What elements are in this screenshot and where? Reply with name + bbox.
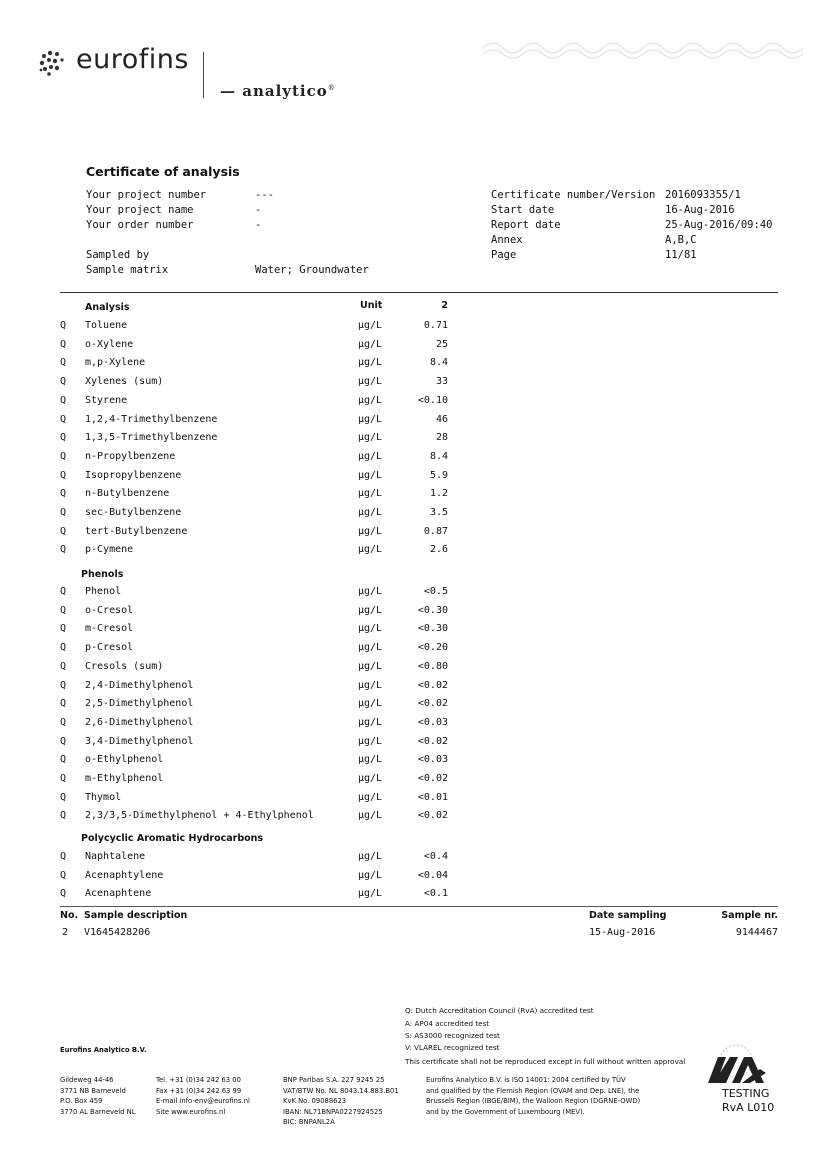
- row-q-flag: Q: [60, 320, 67, 331]
- row-unit: µg/L: [358, 642, 383, 654]
- sample-row-nr: 9144467: [735, 927, 778, 938]
- row-unit: µg/L: [358, 432, 383, 444]
- row-unit: µg/L: [358, 888, 383, 900]
- row-q-flag: Q: [60, 735, 67, 747]
- row-unit: µg/L: [358, 773, 383, 784]
- row-analysis-name: p-Cymene: [85, 544, 134, 556]
- address-line: 3770 AL Barneveld NL: [60, 1107, 136, 1116]
- address-line: P.O. Box 459: [60, 1097, 103, 1105]
- row-value: <0.01: [417, 791, 448, 803]
- row-q-flag: Q: [60, 698, 67, 710]
- eurofins-logo-icon: [38, 48, 72, 78]
- row-analysis-name: m-Ethylphenol: [85, 773, 164, 784]
- order-number-value: -: [255, 219, 262, 231]
- row-q-flag: Q: [60, 469, 67, 481]
- sample-row-description: V1645428206: [84, 927, 151, 938]
- report-date-value: 25-Aug-2016/09:40: [665, 219, 773, 231]
- row-unit: µg/L: [358, 394, 383, 406]
- column-header-sample: 2: [441, 300, 448, 311]
- row-value: <0.02: [417, 679, 448, 691]
- row-analysis-name: Naphtalene: [85, 851, 146, 862]
- row-q-flag: Q: [60, 338, 67, 350]
- project-name-label: Your project name: [86, 204, 194, 216]
- sub-brand: [220, 82, 336, 100]
- row-analysis-name: Acenaphtene: [85, 888, 152, 900]
- row-value: 1.2: [429, 488, 448, 500]
- row-unit: µg/L: [358, 754, 383, 766]
- row-unit: µg/L: [358, 320, 383, 331]
- row-analysis-name: Thymol: [85, 791, 122, 803]
- certificate-number-value: 2016093355/1: [665, 189, 741, 201]
- row-value: <0.02: [417, 698, 448, 710]
- row-q-flag: Q: [60, 432, 67, 444]
- row-unit: µg/L: [358, 604, 383, 616]
- table-top-rule: [60, 292, 778, 293]
- accreditation-line: and qualified by the Flemish Region (OVAM and Dep. LNE), the: [426, 1086, 640, 1095]
- row-value: <0.80: [417, 660, 448, 672]
- accreditation-line: Brussels Region (IBGE/BIM), the Walloon Region (DGRNE-OWD): [426, 1097, 641, 1105]
- row-analysis-name: o-Ethylphenol: [85, 754, 164, 766]
- row-analysis-name: n-Propylbenzene: [85, 450, 176, 462]
- row-unit: µg/L: [358, 525, 383, 537]
- row-unit: µg/L: [358, 869, 383, 881]
- row-analysis-name: Phenol: [85, 586, 122, 597]
- row-q-flag: Q: [60, 623, 67, 635]
- row-analysis-name: Acenaphtylene: [85, 869, 164, 881]
- contact-phone: Tel. +31 (0)34 242 63 00: [156, 1076, 241, 1084]
- row-value: <0.30: [417, 604, 448, 616]
- project-number-value: ---: [255, 189, 274, 201]
- sample-header-description: Sample description: [84, 910, 188, 921]
- order-number-label: Your order number: [86, 219, 194, 231]
- row-analysis-name: Styrene: [85, 394, 128, 406]
- project-name-value: -: [255, 204, 262, 216]
- row-q-flag: Q: [60, 716, 67, 728]
- row-q-flag: Q: [60, 810, 67, 822]
- contact-site: Site www.eurofins.nl: [156, 1107, 226, 1116]
- row-unit: µg/L: [358, 698, 383, 710]
- row-q-flag: Q: [60, 888, 67, 900]
- footer-company-name: Eurofins Analytico B.V.: [60, 1046, 147, 1054]
- group-heading-pah: Polycyclic Aromatic Hydrocarbons: [81, 833, 264, 844]
- legend-q: Q: Dutch Accreditation Council (RvA) accredited test: [405, 1006, 594, 1015]
- row-unit: µg/L: [358, 791, 383, 803]
- row-q-flag: Q: [60, 604, 67, 616]
- row-value: <0.03: [417, 716, 448, 728]
- row-analysis-name: o-Xylene: [85, 338, 134, 350]
- row-value: <0.1: [423, 888, 448, 900]
- row-analysis-name: p-Cresol: [85, 642, 134, 654]
- row-unit: µg/L: [358, 810, 383, 822]
- rva-accreditation-logo-icon: [700, 1043, 772, 1089]
- row-q-flag: Q: [60, 357, 67, 369]
- start-date-label: Start date: [491, 204, 555, 216]
- certificate-number-label: Certificate number/Version: [491, 189, 656, 201]
- row-unit: µg/L: [358, 586, 383, 597]
- accreditation-line: Eurofins Analytico B.V. is ISO 14001: 2004 certified by TÜV: [426, 1076, 626, 1084]
- page-label: Page: [491, 249, 517, 261]
- sub-brand-text: — analytico: [220, 82, 328, 100]
- row-analysis-name: 2,4-Dimethylphenol: [85, 679, 194, 691]
- footer-bank: [283, 1075, 399, 1128]
- row-analysis-name: Cresols (sum): [85, 660, 164, 672]
- row-q-flag: Q: [60, 869, 67, 881]
- rva-testing-label: TESTING: [722, 1087, 770, 1100]
- footer-address: [60, 1075, 136, 1117]
- row-value: 8.4: [429, 357, 448, 369]
- registered-mark: ®: [327, 84, 336, 92]
- annex-label: Annex: [491, 234, 523, 246]
- row-unit: µg/L: [358, 469, 383, 481]
- row-value: <0.02: [417, 773, 448, 784]
- logo-divider: [203, 52, 204, 98]
- row-analysis-name: 2,5-Dimethylphenol: [85, 698, 194, 710]
- row-analysis-name: 3,4-Dimethylphenol: [85, 735, 194, 747]
- row-unit: µg/L: [358, 851, 383, 862]
- certificate-title: Certificate of analysis: [86, 164, 240, 179]
- column-header-unit: Unit: [360, 300, 383, 311]
- row-value: 28: [435, 432, 448, 444]
- bank-line: BIC: BNPANL2A: [283, 1118, 335, 1126]
- sample-header-nr: Sample nr.: [721, 910, 778, 921]
- contact-fax: Fax +31 (0)34 242 63 99: [156, 1086, 242, 1095]
- row-value: 2.6: [429, 544, 448, 556]
- row-analysis-name: n-Butylbenzene: [85, 488, 170, 500]
- row-q-flag: Q: [60, 851, 67, 862]
- column-header-analysis: Analysis: [85, 302, 130, 313]
- row-q-flag: Q: [60, 660, 67, 672]
- row-analysis-name: Isopropylbenzene: [85, 469, 182, 481]
- row-unit: µg/L: [358, 623, 383, 635]
- row-value: <0.30: [417, 623, 448, 635]
- footer-accreditation: [426, 1075, 640, 1117]
- row-value: <0.02: [417, 735, 448, 747]
- reproduction-notice: This certificate shall not be reproduced except in full without written approval: [405, 1057, 686, 1066]
- row-unit: µg/L: [358, 488, 383, 500]
- brand-name: eurofins: [76, 44, 189, 75]
- row-unit: µg/L: [358, 544, 383, 556]
- row-value: 0.71: [423, 320, 448, 331]
- group-heading-phenols: Phenols: [81, 569, 124, 580]
- sample-row-date: 15-Aug-2016: [589, 927, 656, 938]
- row-analysis-name: m-Cresol: [85, 623, 134, 635]
- row-value: 25: [435, 338, 448, 350]
- row-analysis-name: 1,3,5-Trimethylbenzene: [85, 432, 218, 444]
- start-date-value: 16-Aug-2016: [665, 204, 735, 216]
- row-value: <0.4: [423, 851, 448, 862]
- row-q-flag: Q: [60, 450, 67, 462]
- row-value: 8.4: [429, 450, 448, 462]
- row-analysis-name: 2,6-Dimethylphenol: [85, 716, 194, 728]
- row-unit: µg/L: [358, 338, 383, 350]
- row-analysis-name: o-Cresol: [85, 604, 134, 616]
- row-unit: µg/L: [358, 507, 383, 518]
- faint-header-stamp: [478, 34, 808, 62]
- row-q-flag: Q: [60, 376, 67, 388]
- row-q-flag: Q: [60, 754, 67, 766]
- row-analysis-name: m,p-Xylene: [85, 357, 146, 369]
- row-analysis-name: Toluene: [85, 320, 128, 331]
- address-line: Gildeweg 44-46: [60, 1076, 114, 1084]
- row-q-flag: Q: [60, 679, 67, 691]
- row-q-flag: Q: [60, 642, 67, 654]
- row-unit: µg/L: [358, 735, 383, 747]
- row-value: <0.04: [417, 869, 448, 881]
- row-value: <0.10: [417, 394, 448, 406]
- row-value: <0.03: [417, 754, 448, 766]
- row-unit: µg/L: [358, 376, 383, 388]
- row-unit: µg/L: [358, 450, 383, 462]
- row-value: 5.9: [429, 469, 448, 481]
- row-analysis-name: sec-Butylbenzene: [85, 507, 182, 518]
- row-unit: µg/L: [358, 679, 383, 691]
- legend-a: A: AP04 accredited test: [405, 1019, 490, 1028]
- row-analysis-name: 1,2,4-Trimethylbenzene: [85, 413, 218, 425]
- sample-header-date: Date sampling: [589, 910, 667, 921]
- row-q-flag: Q: [60, 507, 67, 518]
- bank-line: BNP Paribas S.A. 227 9245 25: [283, 1076, 385, 1084]
- contact-email: E-mail info-env@eurofins.nl: [156, 1097, 250, 1105]
- sample-row-no: 2: [62, 927, 69, 938]
- row-value: 3.5: [429, 507, 448, 518]
- bank-line: VAT/BTW No. NL 8043.14.883.B01: [283, 1086, 399, 1095]
- legend-v: V: VLAREL recognized test: [405, 1043, 500, 1052]
- row-unit: µg/L: [358, 413, 383, 425]
- sample-header-no: No.: [60, 910, 79, 921]
- sample-matrix-value: Water; Groundwater: [255, 264, 369, 276]
- sample-matrix-label: Sample matrix: [86, 264, 169, 276]
- legend-s: S: AS3000 recognized test: [405, 1031, 500, 1040]
- row-value: <0.20: [417, 642, 448, 654]
- row-unit: µg/L: [358, 357, 383, 369]
- row-value: 0.87: [423, 525, 448, 537]
- row-analysis-name: 2,3/3,5-Dimethylphenol + 4-Ethylphenol: [85, 810, 314, 822]
- row-q-flag: Q: [60, 791, 67, 803]
- bank-line: IBAN: NL71BNPA0227924525: [283, 1107, 383, 1116]
- row-q-flag: Q: [60, 525, 67, 537]
- row-value: <0.5: [423, 586, 448, 597]
- bank-line: KvK No. 09088623: [283, 1097, 347, 1105]
- page-value: 11/81: [665, 249, 697, 261]
- row-analysis-name: tert-Butylbenzene: [85, 525, 188, 537]
- accreditation-line: and by the Government of Luxembourg (MEV).: [426, 1107, 585, 1116]
- footer-contact: [156, 1075, 250, 1117]
- sampled-by-label: Sampled by: [86, 249, 150, 261]
- row-q-flag: Q: [60, 544, 67, 556]
- row-q-flag: Q: [60, 586, 67, 597]
- row-value: 33: [435, 376, 448, 388]
- row-value: <0.02: [417, 810, 448, 822]
- rva-code: RvA L010: [722, 1101, 775, 1114]
- annex-value: A,B,C: [665, 234, 697, 246]
- row-value: 46: [435, 413, 448, 425]
- address-line: 3771 NB Barneveld: [60, 1086, 126, 1095]
- row-q-flag: Q: [60, 413, 67, 425]
- row-unit: µg/L: [358, 716, 383, 728]
- row-q-flag: Q: [60, 773, 67, 784]
- report-date-label: Report date: [491, 219, 561, 231]
- row-q-flag: Q: [60, 488, 67, 500]
- row-unit: µg/L: [358, 660, 383, 672]
- sample-section-rule: [60, 906, 778, 907]
- project-number-label: Your project number: [86, 189, 207, 201]
- row-analysis-name: Xylenes (sum): [85, 376, 164, 388]
- row-q-flag: Q: [60, 394, 67, 406]
